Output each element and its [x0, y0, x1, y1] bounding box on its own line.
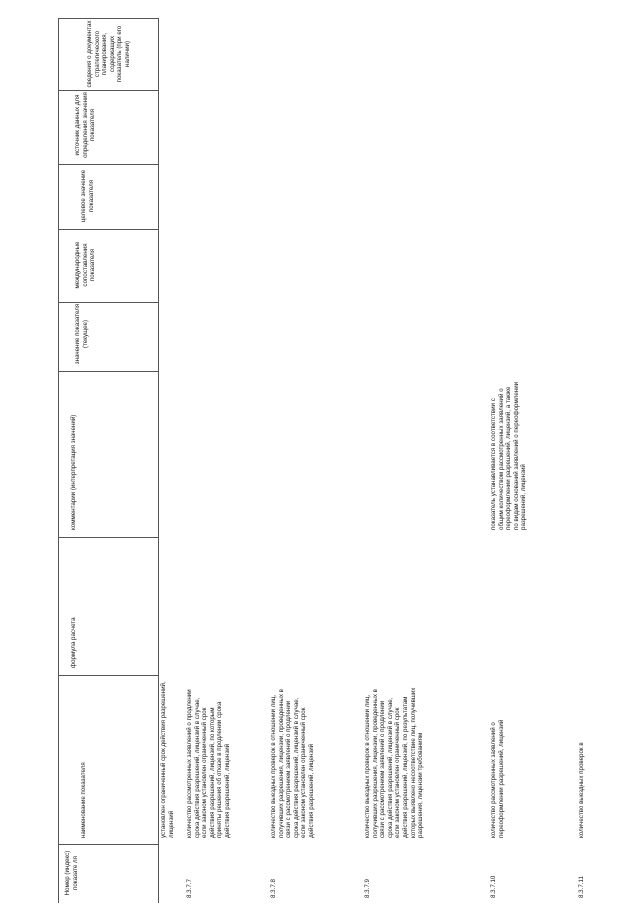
header-target: целевое значение показателя — [80, 169, 95, 223]
header-formula: формула расчета — [70, 617, 77, 668]
header-current: значение показателя (текущее) — [74, 303, 89, 365]
header-intl: международные сопоставления показателя — [74, 241, 97, 289]
table-border-left — [58, 18, 59, 903]
header-sources: источник данных для определения значения показателя — [74, 92, 97, 158]
table-border-right — [158, 18, 159, 903]
header-num: Номер (индекс) показате ля — [64, 850, 79, 896]
row-2-name: количество выездных проверок в отношении лиц, получивших разрешения, лицензии, проведенных в связи с рассмотрением заявлений о продлении срока действия разрешений, лицензий в случае, если законом установлен ограниченный срок действия разрешений, лицензий — [270, 689, 315, 838]
row-0-name: установлен ограниченный срок действия разрешений, лицензий — [160, 681, 175, 838]
row-4-comment: показатель устанавливается в соответствии с общим количеством рассмотренных заявлений о переоформлении разрешений, лицензий, а также по видам оснований заявлений о переоформлении разрешений, лицензий — [490, 381, 528, 530]
row-3-num: 8.3.7.9 — [364, 879, 371, 898]
row-2-num: 8.3.7.8 — [270, 879, 277, 898]
header-comments: комментарии (интерпретация значений) — [70, 414, 77, 530]
column-divider — [58, 844, 159, 845]
row-1-num: 8.3.7.7 — [186, 879, 193, 898]
row-3-name: количество выездных проверок в отношении лиц, получивших разрешения, лицензии, проведенных в связи с рассмотрением заявлений о продлении срока действия разрешений, лицензий в случае, если законом установлен ограниченный срок действия разрешений, лицензий, по результатам которых выявлено несоответствие лиц, получивших разрешения, лицензии требованиям — [364, 687, 425, 838]
row-4-name: количество рассмотренных заявлений о переоформлении разрешений, лицензий — [490, 719, 505, 838]
table-border-top — [58, 18, 159, 19]
column-divider — [58, 229, 159, 230]
row-5-name: количество выездных проверок в — [578, 742, 585, 838]
column-divider — [58, 164, 159, 165]
row-5-num: 8.3.7.11 — [578, 876, 585, 898]
row-1-name: количество рассмотренных заявлений о продлении срока действия разрешений, лицензий в случае, если законом установлен ограниченный срок действия разрешений, лицензий, по которым приняты решения об отказе в продлении срока действия разрешений, лицензий — [186, 689, 231, 838]
column-divider — [58, 675, 159, 676]
header-name: наименование показателя — [80, 762, 87, 838]
row-4-num: 8.3.7.10 — [490, 875, 497, 898]
header-strategic: сведения о документах стратегического планирования, содержащих показатель (при его наличии) — [86, 20, 131, 88]
column-divider — [58, 537, 159, 538]
